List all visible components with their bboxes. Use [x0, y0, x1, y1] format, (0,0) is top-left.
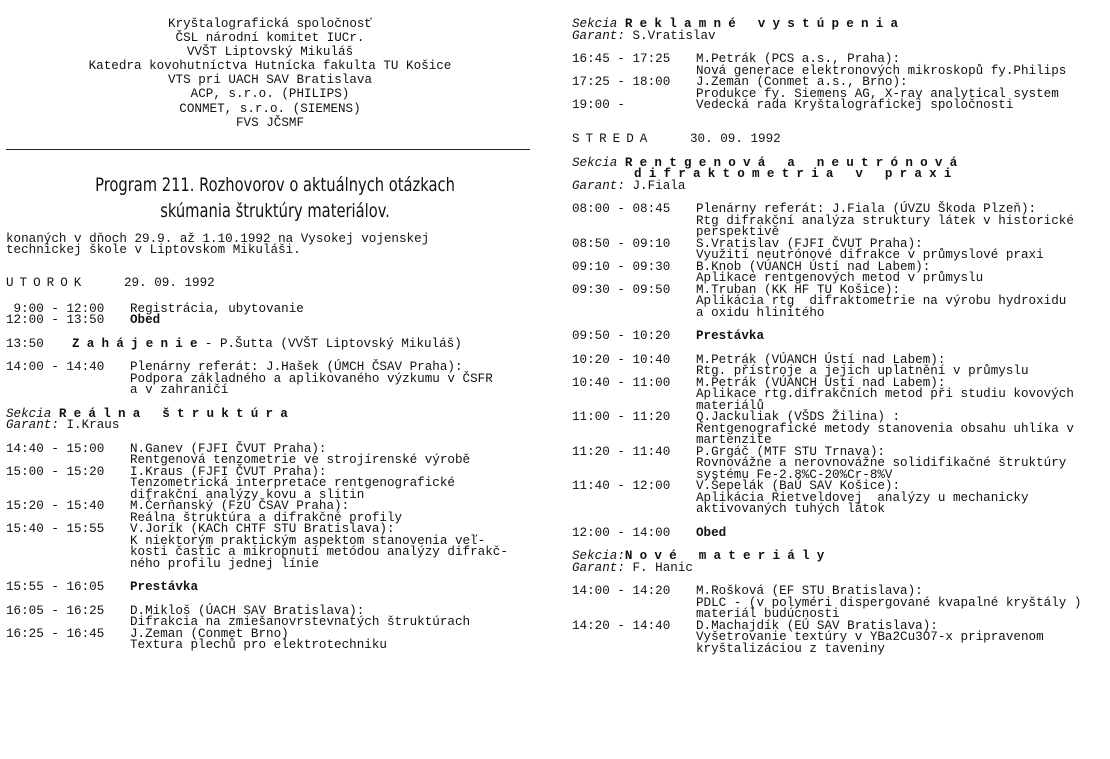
entry: Obed	[130, 313, 161, 328]
section-name-line-2: difraktometria v praxi	[634, 167, 959, 181]
time: 14:20 - 14:40	[572, 618, 671, 633]
time: 11:20 - 11:40	[572, 444, 671, 459]
section-label: Sekcia	[6, 406, 52, 421]
time: 15:00 - 15:20	[6, 464, 105, 479]
schedule-row	[572, 204, 1106, 239]
time: 15:40 - 15:55	[6, 522, 105, 537]
day-heading-tuesday	[6, 275, 548, 292]
schedule-row	[6, 441, 548, 468]
schedule-row	[6, 603, 548, 630]
organizer-line: Kryštalografická spoločnosť	[167, 17, 373, 31]
entry: J.Zeman (Conmet Brno) Textura plechů pro elektrotechniku	[130, 626, 387, 653]
divider-rule	[6, 149, 530, 150]
section-name-line-1: Rentgenová a neutrónová	[624, 155, 965, 170]
time: 13:50	[6, 336, 44, 351]
entry: M.Truban (KK HF TU Košice): Aplikácia rtg difraktometrie na výrobu hydroxidu a oxidu hlinitého	[696, 282, 1067, 320]
left-column	[0, 0, 548, 652]
time: 10:20 - 10:40	[572, 352, 671, 367]
section-name: Nové materiály	[624, 549, 832, 563]
entry: V.Šepelák (BaÚ SAV Košice): Aplikácia Rietveldovej analýzy u mechanicky aktivovaných tuhých látok	[696, 479, 1029, 516]
garant-name: J.Fiala	[632, 178, 686, 193]
time: 9:00 - 12:00	[6, 301, 105, 316]
section-heading	[572, 551, 1106, 574]
entry: Prestávka	[130, 580, 199, 595]
time: 11:00 - 11:20	[572, 410, 671, 424]
time: 16:45 - 17:25	[572, 52, 671, 66]
entry: Plenárny referát: J.Hašek (ÚMCH ČSAV Praha): Podpora základného a aplikovaného výzkumu v ČSFR a v zahraničí	[130, 360, 493, 398]
entry: M.Petrák (VÚANCH Ústí nad Labem): Rtg. přístroje a jejich uplatnění v průmyslu	[696, 352, 1029, 378]
time: 15:55 - 16:05	[6, 580, 105, 595]
entry: D.Mikloš (ÚACH SAV Bratislava): Difrakcia na zmiešanovrstevnatých štruktúrach	[130, 603, 471, 630]
entry: D.Machajdík (EÚ SAV Bratislava): Vyšetrovanie textúry v YBa2Cu3O7-x pripravenom kryštalizáciou z taveniny	[696, 618, 1044, 656]
section-label: Sekcia:	[572, 549, 625, 563]
time: 16:05 - 16:25	[6, 603, 105, 618]
entry: Prestávka	[696, 329, 765, 343]
time: 11:40 - 12:00	[572, 479, 671, 493]
day-date: 29. 09. 1992	[124, 275, 215, 290]
schedule-row	[6, 582, 548, 594]
organizers-block	[30, 19, 510, 132]
section-heading	[572, 155, 1106, 193]
schedule-row	[572, 525, 1106, 540]
time: 12:00 - 13:50	[6, 313, 105, 328]
entry: P.Grgáč (MTF STU Trnava): Rovnovážne a nerovnovážne solidifikačné štruktúry systému Fe-2.8%C-20%Cr-8%V	[696, 444, 1067, 482]
garant-label: Garant:	[572, 560, 625, 575]
day-name: STREDA	[572, 131, 654, 146]
section-name: Reklamné vystúpenia	[624, 17, 906, 31]
schedule-row	[6, 362, 548, 397]
time: 14:00 - 14:20	[572, 584, 671, 598]
schedule-row	[6, 501, 548, 524]
schedule-row	[572, 586, 1106, 621]
entry: M.Rošková (EF STU Bratislava): PDLC - (v polyméri dispergované kvapalné kryštály ) materiál budúcnosti	[696, 584, 1082, 621]
garant-label: Garant:	[6, 418, 59, 433]
organizer-line: CONMET, s.r.o. (SIEMENS)	[179, 101, 361, 116]
intro-line-1: konaných v dňoch 29.9. až 1.10.1992 na Vysokej vojenskej	[6, 231, 430, 246]
schedule-row	[572, 618, 1106, 656]
schedule-row	[572, 54, 1106, 77]
program-title-line-1: Program 211. Rozhovorov o aktuálnych otázkach	[95, 173, 455, 196]
section-label: Sekcia	[572, 17, 618, 31]
garant-name: S.Vratislav	[632, 28, 716, 43]
schedule-row	[572, 412, 1106, 447]
entry: V.Jorík (KACh CHTF STU Bratislava): K niektorým praktickým aspektom stanovenia veľ- kosti častíc a mikropnutí metódou analýzy difrakč- ného profilu jednej línie	[130, 522, 508, 571]
time: 16:25 - 16:45	[6, 626, 105, 641]
intro-line-2: technickej škole v Liptovskom Mikuláši.	[6, 243, 301, 258]
section-heading	[6, 406, 548, 433]
opening-label: Zahájenie	[72, 336, 205, 351]
entry: J.Zeman (Conmet a.s., Brno): Produkce fy. Siemens AG, X-ray analytical system	[696, 75, 1059, 101]
time: 09:30 - 09:50	[572, 282, 671, 297]
schedule-row	[572, 100, 1106, 112]
organizer-line: VVŠT Liptovský Mikuláš	[186, 45, 354, 60]
entry: N.Ganev (FJFI ČVUT Praha): Rentgenová tenzometrie ve strojírenské výrobě	[130, 441, 471, 468]
schedule-row	[572, 481, 1106, 516]
schedule-row	[6, 464, 548, 502]
program-title	[56, 172, 495, 224]
garant-name: F. Hanic	[632, 560, 693, 575]
day-name: UTOROK	[6, 275, 88, 290]
entry: B.Knob (VÚANCH Ústí nad Labem): Aplikace rentgenových metod v průmyslu	[696, 259, 984, 285]
schedule-row	[6, 626, 548, 653]
entry: - P.Šutta (VVŠT Liptovský Mikuláš)	[204, 336, 462, 351]
schedule-row	[572, 444, 1106, 482]
section-name: Reálna štruktúra	[58, 406, 296, 421]
time: 19:00 -	[572, 98, 625, 112]
entry: M.Čerňanský (FzÚ ČSAV Praha): Reálna štruktúra a difrakčné profily	[130, 499, 403, 525]
schedule-row	[572, 282, 1106, 320]
entry: M.Petrák (VÚANCH Ústí nad Labem): Aplikace rtg.difrakčních metod při studiu kovových materiálů	[696, 375, 1074, 413]
organizer-line: ČSL národní komitet IUCr.	[175, 31, 365, 46]
schedule-row	[6, 315, 548, 327]
organizer-line: ACP, s.r.o. (PHILIPS)	[190, 87, 350, 102]
day-date: 30. 09. 1992	[690, 131, 781, 146]
garant-label: Garant:	[572, 178, 625, 193]
entry: I.Kraus (FJFI ČVUT Praha): Tenzometrická interpretace rentgenografické difrakční analýzy kovu a slitin	[130, 464, 455, 502]
schedule-row	[6, 524, 548, 570]
entry: Q.Jackuliak (VŠDS Žilina) : Rentgenografické metody stanovenia obsahu uhlíka v martenzite	[696, 410, 1074, 447]
schedule-row	[572, 375, 1106, 413]
schedule-row	[572, 331, 1106, 343]
time: 17:25 - 18:00	[572, 75, 671, 89]
garant-label: Garant:	[572, 28, 625, 43]
entry: M.Petrák (PCS a.s., Praha): Nová generace elektronových mikroskopů fy.Philips	[696, 52, 1067, 78]
time: 09:10 - 09:30	[572, 259, 671, 274]
entry: Plenárny referát: J.Fiala (ÚVZU Škoda Plzeň): Rtg difrakční analýza struktury látek v historické perspektivě	[696, 202, 1074, 239]
organizer-line: FVS JČSMF	[235, 115, 305, 130]
entry: Obed	[696, 525, 727, 540]
intro-text	[6, 231, 548, 258]
time: 10:40 - 11:00	[572, 375, 671, 390]
garant-name: I.Kraus	[66, 418, 120, 433]
organizer-line: Katedra kovohutníctva Hutnícka fakulta TU Košice	[88, 59, 452, 74]
schedule-row	[572, 352, 1106, 378]
day-heading-wednesday	[572, 131, 1106, 148]
entry: S.Vratislav (FJFI ČVUT Praha): Využití neutrónové difrakce v průmyslové praxi	[696, 236, 1044, 262]
time: 08:50 - 09:10	[572, 236, 671, 251]
time: 12:00 - 14:00	[572, 525, 671, 540]
organizer-line: VTS pri UACH SAV Bratislava	[167, 73, 373, 88]
right-column	[566, 0, 1106, 655]
time: 08:00 - 08:45	[572, 202, 671, 216]
entry: Vedecká rada Kryštalografickej spoločnosti	[696, 98, 1014, 112]
schedule-row	[572, 236, 1106, 262]
section-label: Sekcia	[572, 155, 618, 170]
time: 15:20 - 15:40	[6, 499, 105, 514]
time: 09:50 - 10:20	[572, 329, 671, 343]
program-title-line-2: skúmania štruktúry materiálov.	[160, 199, 390, 222]
time: 14:00 - 14:40	[6, 360, 105, 375]
time: 14:40 - 15:00	[6, 441, 105, 456]
entry: Registrácia, ubytovanie	[130, 301, 304, 316]
section-heading	[572, 19, 1106, 42]
schedule-row	[572, 77, 1106, 100]
schedule-row-opening	[6, 336, 548, 351]
schedule-row	[572, 259, 1106, 285]
